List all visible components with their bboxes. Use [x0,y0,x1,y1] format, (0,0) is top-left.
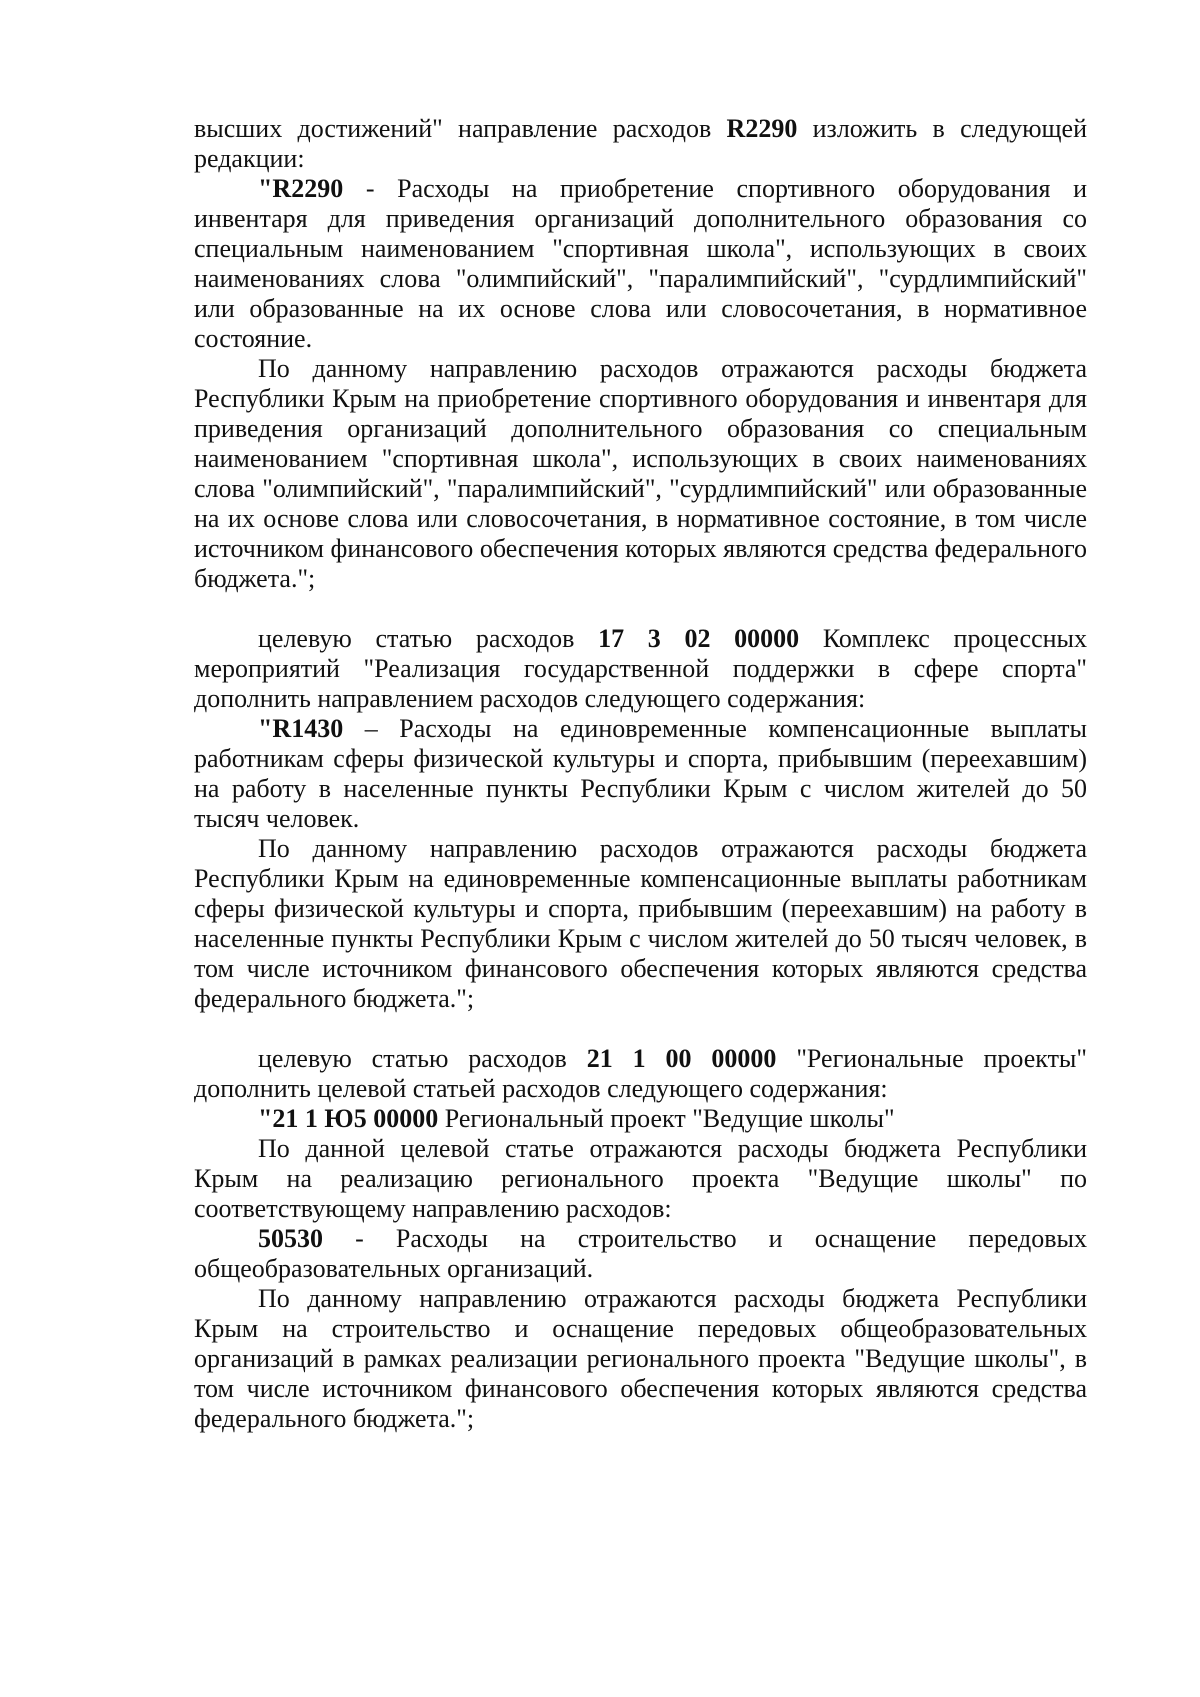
paragraph-text: – Расходы на единовременные компенсационные выплаты работникам сферы физической культуры и спорта, прибывшим (переехавшим) на работу в населенные пункты Республики Крым с числом жителей до 50 тысяч человек. [194,714,1087,833]
paragraph-11 [194,1284,1087,1434]
paragraph-1 [194,114,1087,174]
paragraph-text: целевую статью расходов 17 3 02 00000 Комплекс процессных мероприятий "Реализация государственной поддержки в сфере спорта" дополнить направлением расходов следующего содержания: [194,624,1088,713]
paragraph-gap [194,594,1087,624]
expense-code: "R1430 [258,714,344,743]
document-page [194,114,1087,1434]
paragraph-7 [194,1044,1087,1104]
paragraph-10 [194,1224,1087,1284]
paragraph-text: высших достижений" направление расходов R2290 изложить в следующей редакции: [194,114,1087,173]
inline-code: 17 3 02 00000 [598,624,800,653]
paragraph-3 [194,354,1087,594]
paragraph-text: - Расходы на строительство и оснащение передовых общеобразовательных организаций. [194,1224,1087,1283]
paragraph-text: целевую статью расходов 21 1 00 00000 "Региональные проекты" дополнить целевой статьей расходов следующего содержания: [194,1044,1088,1103]
paragraph-2 [194,174,1087,354]
paragraph-text: По данному направлению расходов отражаются расходы бюджета Республики Крым на единовременные компенсационные выплаты работникам сферы физической культуры и спорта, прибывшим (переехавшим) на работу в населенные пункты Республики Крым с числом жителей до 50 тысяч человек, в том числе источником финансового обеспечения которых являются средства федерального бюджета."; [194,834,1087,1013]
expense-code: 50530 [258,1224,323,1253]
paragraph-text: По данному направлению отражаются расходы бюджета Республики Крым на строительство и оснащение передовых общеобразовательных организаций в рамках реализации регионального проекта "Ведущие школы", в том числе источником финансового обеспечения которых являются средства федерального бюджета."; [194,1284,1087,1433]
inline-code: 21 1 00 00000 [586,1044,777,1073]
target-article-code: "21 1 Ю5 00000 [258,1104,439,1133]
paragraph-text: - Расходы на приобретение спортивного оборудования и инвентаря для приведения организаций дополнительного образования со специальным наименованием "спортивная школа", использующих в своих наименованиях слова "олимпийский", "паралимпийский", "сурдлимпийский" или образованные на их основе слова или словосочетания, в нормативное состояние. [194,174,1087,353]
expense-code: "R2290 [258,174,344,203]
paragraph-4 [194,624,1087,714]
paragraph-5 [194,714,1087,834]
paragraph-9 [194,1134,1087,1224]
paragraph-text: Региональный проект "Ведущие школы" [438,1104,895,1133]
paragraph-6 [194,834,1087,1014]
inline-code: R2290 [726,114,798,143]
paragraph-8 [194,1104,1087,1134]
paragraph-text: По данному направлению расходов отражаются расходы бюджета Республики Крым на приобретение спортивного оборудования и инвентаря для приведения организаций дополнительного образования со специальным наименованием "спортивная школа", использующих в своих наименованиях слова "олимпийский", "паралимпийский", "сурдлимпийский" или образованные на их основе слова или словосочетания, в нормативное состояние, в том числе источником финансового обеспечения которых являются средства федерального бюджета."; [194,354,1087,593]
paragraph-gap [194,1014,1087,1044]
paragraph-text: По данной целевой статье отражаются расходы бюджета Республики Крым на реализацию регионального проекта "Ведущие школы" по соответствующему направлению расходов: [194,1134,1087,1223]
